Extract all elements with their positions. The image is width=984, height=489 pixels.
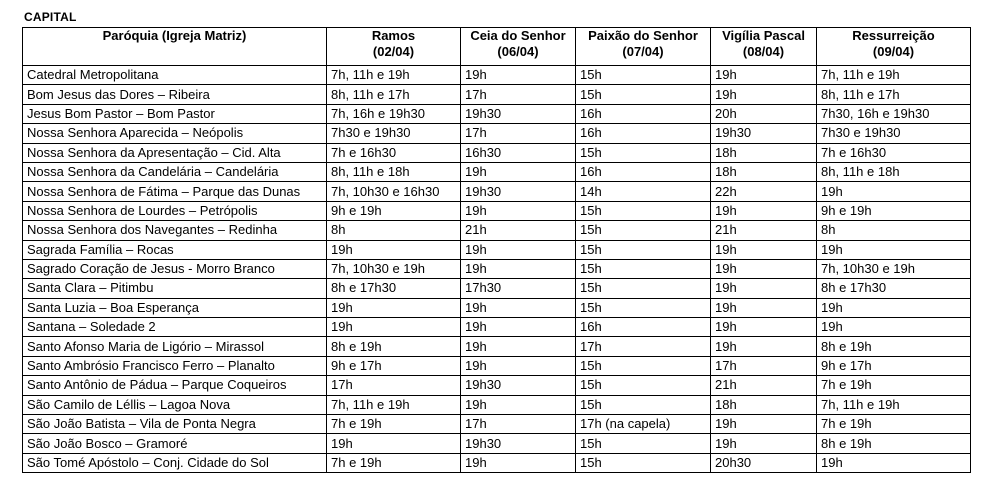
paixao-cell: 15h — [576, 85, 711, 104]
ressurreicao-cell: 19h — [817, 240, 971, 259]
parish-cell: Catedral Metropolitana — [23, 66, 327, 85]
paixao-cell: 17h (na capela) — [576, 415, 711, 434]
ceia-cell: 17h — [461, 124, 576, 143]
table-row — [23, 201, 971, 220]
paixao-cell: 15h — [576, 66, 711, 85]
ramos-cell: 9h e 17h — [327, 356, 461, 375]
parish-cell: Santo Afonso Maria de Ligório – Mirassol — [23, 337, 327, 356]
ressurreicao-cell: 7h e 16h30 — [817, 143, 971, 162]
parish-cell: Sagrado Coração de Jesus - Morro Branco — [23, 259, 327, 278]
ressurreicao-cell: 7h e 19h — [817, 415, 971, 434]
ramos-cell: 7h e 19h — [327, 453, 461, 472]
ceia-cell: 19h — [461, 356, 576, 375]
header-parish: Paróquia (Igreja Matriz) — [23, 28, 327, 66]
vigilia-cell: 20h30 — [711, 453, 817, 472]
ressurreicao-cell: 8h, 11h e 18h — [817, 162, 971, 181]
parish-cell: São João Batista – Vila de Ponta Negra — [23, 415, 327, 434]
header-paixao: Paixão do Senhor (07/04) — [576, 28, 711, 66]
table-row — [23, 221, 971, 240]
parish-cell: São Camilo de Léllis – Lagoa Nova — [23, 395, 327, 414]
ramos-cell: 19h — [327, 240, 461, 259]
ramos-cell: 8h e 19h — [327, 337, 461, 356]
table-row — [23, 415, 971, 434]
ressurreicao-cell: 7h, 11h e 19h — [817, 66, 971, 85]
ramos-cell: 8h, 11h e 18h — [327, 162, 461, 181]
ceia-cell: 16h30 — [461, 143, 576, 162]
table-row — [23, 279, 971, 298]
ressurreicao-cell: 19h — [817, 318, 971, 337]
ressurreicao-cell: 8h, 11h e 17h — [817, 85, 971, 104]
parish-cell: Nossa Senhora Aparecida – Neópolis — [23, 124, 327, 143]
ceia-cell: 21h — [461, 221, 576, 240]
parish-cell: Santo Ambrósio Francisco Ferro – Planalto — [23, 356, 327, 375]
paixao-cell: 16h — [576, 104, 711, 123]
paixao-cell: 15h — [576, 201, 711, 220]
parish-cell: Nossa Senhora da Candelária – Candelária — [23, 162, 327, 181]
vigilia-cell: 21h — [711, 376, 817, 395]
ceia-cell: 19h — [461, 395, 576, 414]
parish-cell: Bom Jesus das Dores – Ribeira — [23, 85, 327, 104]
table-row — [23, 298, 971, 317]
ceia-cell: 17h30 — [461, 279, 576, 298]
vigilia-cell: 19h30 — [711, 124, 817, 143]
ceia-cell: 19h — [461, 240, 576, 259]
header-row — [23, 28, 971, 66]
paixao-cell: 15h — [576, 221, 711, 240]
paixao-cell: 15h — [576, 279, 711, 298]
vigilia-cell: 19h — [711, 201, 817, 220]
ramos-cell: 7h, 10h30 e 16h30 — [327, 182, 461, 201]
parish-cell: Santa Luzia – Boa Esperança — [23, 298, 327, 317]
paixao-cell: 15h — [576, 259, 711, 278]
header-ressurreicao: Ressurreição (09/04) — [817, 28, 971, 66]
ressurreicao-cell: 9h e 19h — [817, 201, 971, 220]
table-row — [23, 162, 971, 181]
table-row — [23, 259, 971, 278]
parish-cell: Santo Antônio de Pádua – Parque Coqueiros — [23, 376, 327, 395]
ressurreicao-cell: 19h — [817, 298, 971, 317]
ceia-cell: 19h — [461, 66, 576, 85]
paixao-cell: 16h — [576, 162, 711, 181]
parish-cell: Jesus Bom Pastor – Bom Pastor — [23, 104, 327, 123]
ceia-cell: 19h — [461, 337, 576, 356]
ramos-cell: 7h, 10h30 e 19h — [327, 259, 461, 278]
table-body — [23, 66, 971, 473]
ramos-cell: 8h — [327, 221, 461, 240]
paixao-cell: 15h — [576, 298, 711, 317]
header-ceia: Ceia do Senhor (06/04) — [461, 28, 576, 66]
table-row — [23, 434, 971, 453]
vigilia-cell: 21h — [711, 221, 817, 240]
ramos-cell: 7h e 19h — [327, 415, 461, 434]
ceia-cell: 19h30 — [461, 182, 576, 201]
ramos-cell: 19h — [327, 434, 461, 453]
vigilia-cell: 22h — [711, 182, 817, 201]
paixao-cell: 15h — [576, 453, 711, 472]
ressurreicao-cell: 8h e 19h — [817, 337, 971, 356]
vigilia-cell: 19h — [711, 318, 817, 337]
vigilia-cell: 19h — [711, 337, 817, 356]
parish-cell: São Tomé Apóstolo – Conj. Cidade do Sol — [23, 453, 327, 472]
parish-cell: Sagrada Família – Rocas — [23, 240, 327, 259]
paixao-cell: 15h — [576, 240, 711, 259]
ressurreicao-cell: 7h30, 16h e 19h30 — [817, 104, 971, 123]
table-row — [23, 453, 971, 472]
paixao-cell: 16h — [576, 124, 711, 143]
vigilia-cell: 18h — [711, 395, 817, 414]
ressurreicao-cell: 19h — [817, 453, 971, 472]
vigilia-cell: 19h — [711, 85, 817, 104]
table-row — [23, 337, 971, 356]
table-row — [23, 376, 971, 395]
table-row — [23, 104, 971, 123]
ramos-cell: 19h — [327, 298, 461, 317]
vigilia-cell: 18h — [711, 143, 817, 162]
section-title: CAPITAL — [24, 10, 77, 24]
header-ramos: Ramos (02/04) — [327, 28, 461, 66]
table-row — [23, 318, 971, 337]
ressurreicao-cell: 9h e 17h — [817, 356, 971, 375]
ceia-cell: 19h — [461, 298, 576, 317]
ressurreicao-cell: 7h, 10h30 e 19h — [817, 259, 971, 278]
vigilia-cell: 19h — [711, 66, 817, 85]
header-vigilia: Vigília Pascal (08/04) — [711, 28, 817, 66]
ceia-cell: 19h — [461, 453, 576, 472]
parish-cell: Nossa Senhora de Lourdes – Petrópolis — [23, 201, 327, 220]
ramos-cell: 17h — [327, 376, 461, 395]
ceia-cell: 19h30 — [461, 376, 576, 395]
ressurreicao-cell: 7h e 19h — [817, 376, 971, 395]
ressurreicao-cell: 8h — [817, 221, 971, 240]
table-row — [23, 356, 971, 375]
ressurreicao-cell: 8h e 19h — [817, 434, 971, 453]
parish-cell: Santa Clara – Pitimbu — [23, 279, 327, 298]
ceia-cell: 19h30 — [461, 434, 576, 453]
table-row — [23, 66, 971, 85]
vigilia-cell: 19h — [711, 240, 817, 259]
schedule-table — [22, 27, 971, 473]
table-row — [23, 240, 971, 259]
vigilia-cell: 19h — [711, 415, 817, 434]
ramos-cell: 8h e 17h30 — [327, 279, 461, 298]
parish-cell: Nossa Senhora da Apresentação – Cid. Alta — [23, 143, 327, 162]
vigilia-cell: 18h — [711, 162, 817, 181]
paixao-cell: 14h — [576, 182, 711, 201]
parish-cell: Nossa Senhora dos Navegantes – Redinha — [23, 221, 327, 240]
ceia-cell: 17h — [461, 415, 576, 434]
ceia-cell: 19h — [461, 259, 576, 278]
ramos-cell: 7h, 16h e 19h30 — [327, 104, 461, 123]
table-row — [23, 124, 971, 143]
vigilia-cell: 19h — [711, 434, 817, 453]
ceia-cell: 17h — [461, 85, 576, 104]
ressurreicao-cell: 7h30 e 19h30 — [817, 124, 971, 143]
ramos-cell: 7h30 e 19h30 — [327, 124, 461, 143]
ressurreicao-cell: 8h e 17h30 — [817, 279, 971, 298]
paixao-cell: 16h — [576, 318, 711, 337]
table-row — [23, 143, 971, 162]
paixao-cell: 15h — [576, 356, 711, 375]
table-row — [23, 85, 971, 104]
paixao-cell: 17h — [576, 337, 711, 356]
ramos-cell: 7h, 11h e 19h — [327, 395, 461, 414]
ressurreicao-cell: 19h — [817, 182, 971, 201]
parish-cell: Nossa Senhora de Fátima – Parque das Dunas — [23, 182, 327, 201]
paixao-cell: 15h — [576, 376, 711, 395]
ramos-cell: 9h e 19h — [327, 201, 461, 220]
table-row — [23, 395, 971, 414]
ceia-cell: 19h30 — [461, 104, 576, 123]
paixao-cell: 15h — [576, 143, 711, 162]
ramos-cell: 7h, 11h e 19h — [327, 66, 461, 85]
ceia-cell: 19h — [461, 162, 576, 181]
ramos-cell: 8h, 11h e 17h — [327, 85, 461, 104]
ramos-cell: 7h e 16h30 — [327, 143, 461, 162]
paixao-cell: 15h — [576, 434, 711, 453]
vigilia-cell: 20h — [711, 104, 817, 123]
parish-cell: São João Bosco – Gramoré — [23, 434, 327, 453]
paixao-cell: 15h — [576, 395, 711, 414]
vigilia-cell: 19h — [711, 259, 817, 278]
vigilia-cell: 19h — [711, 298, 817, 317]
ressurreicao-cell: 7h, 11h e 19h — [817, 395, 971, 414]
ceia-cell: 19h — [461, 201, 576, 220]
vigilia-cell: 17h — [711, 356, 817, 375]
table-row — [23, 182, 971, 201]
parish-cell: Santana – Soledade 2 — [23, 318, 327, 337]
vigilia-cell: 19h — [711, 279, 817, 298]
ramos-cell: 19h — [327, 318, 461, 337]
ceia-cell: 19h — [461, 318, 576, 337]
